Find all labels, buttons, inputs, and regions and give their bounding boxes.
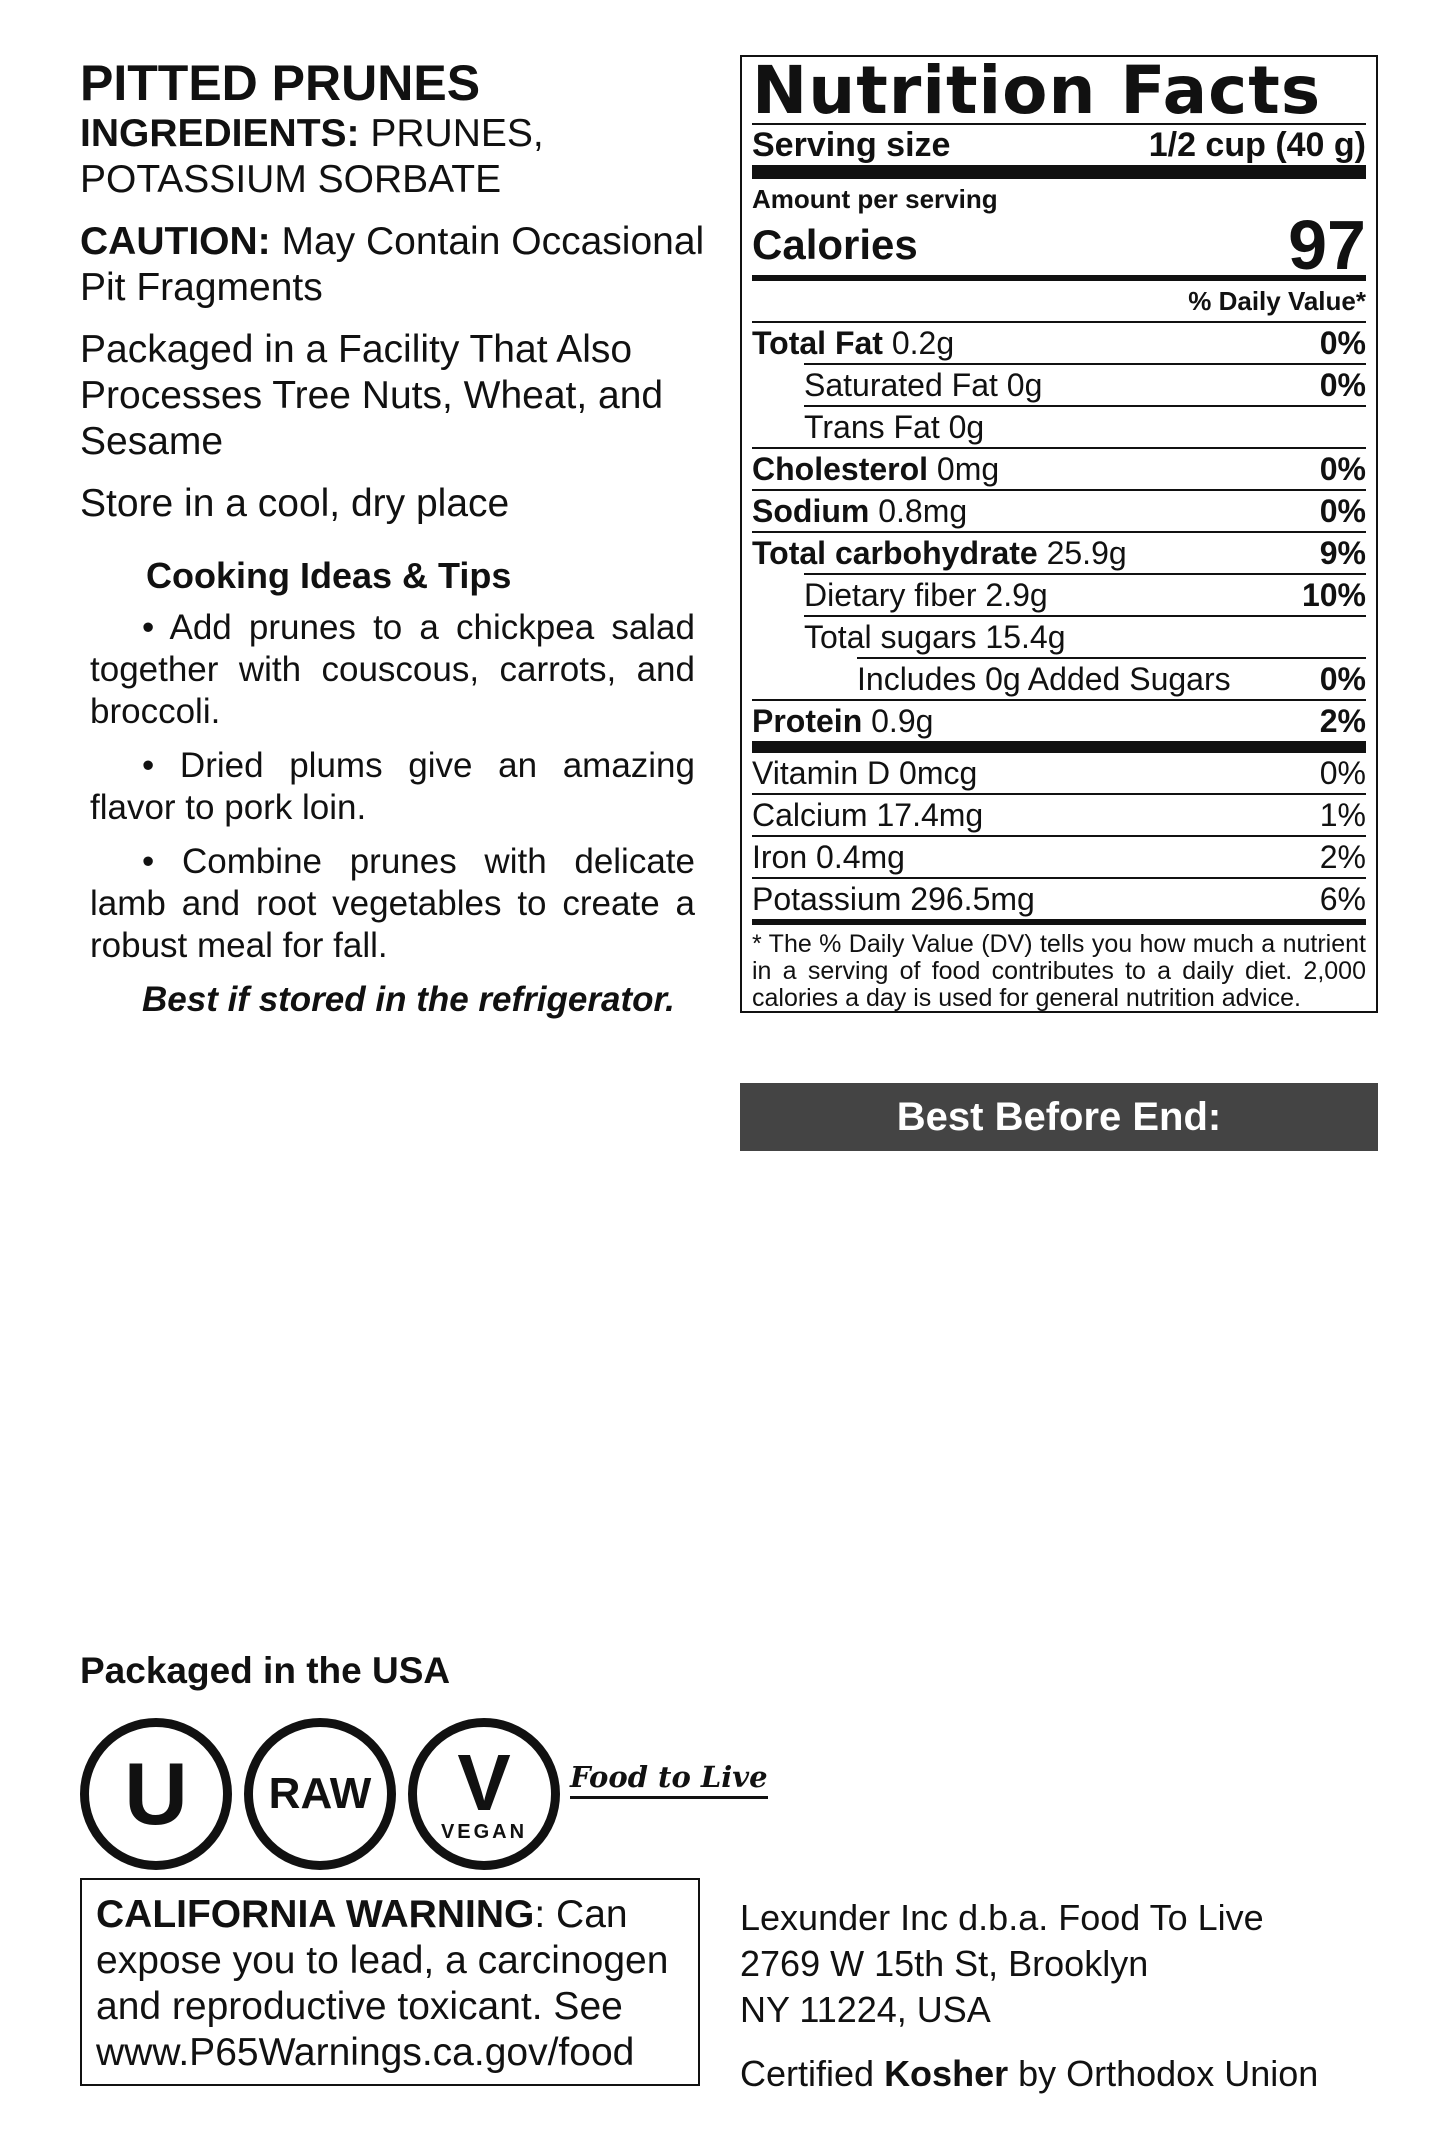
storage-note: Store in a cool, dry place xyxy=(80,482,510,525)
vitamin-row: Potassium 296.5mg 6% xyxy=(752,877,1366,919)
product-info xyxy=(80,55,730,543)
warning-text: : Can expose you to lead, a carcinogen and reproductive toxicant. See www.P65Warnings.ca.gov/food xyxy=(96,1893,669,2074)
food-to-live-logo: Food to Live xyxy=(570,1760,768,1799)
best-before-banner: Best Before End: xyxy=(740,1083,1378,1151)
serving-value: 1/2 cup (40 g) xyxy=(1148,126,1366,164)
raw-label: RAW xyxy=(268,1769,372,1818)
address-line: Lexunder Inc d.b.a. Food To Live xyxy=(740,1897,1264,1938)
daily-value-header: % Daily Value* xyxy=(1188,286,1366,316)
nutrient-row: Total carbohydrate 25.9g 9% xyxy=(752,531,1366,573)
serving-label: Serving size xyxy=(752,126,951,164)
ingredients xyxy=(80,111,730,203)
address-line: 2769 W 15th St, Brooklyn xyxy=(740,1943,1149,1984)
packaged-in: Packaged in the USA xyxy=(80,1650,451,1691)
ingredients-text: PRUNES, POTASSIUM SORBATE xyxy=(80,112,544,201)
nutrient-row: Total Fat 0.2g 0% xyxy=(752,321,1366,363)
caution-label: CAUTION: xyxy=(80,220,271,263)
facility-note: Packaged in a Facility That Also Processes Tree Nuts, Wheat, and Sesame xyxy=(80,328,664,463)
cooking-tips xyxy=(90,555,695,1033)
address-line: NY 11224, USA xyxy=(740,1989,991,2030)
raw-icon xyxy=(244,1718,396,1870)
serving-size xyxy=(752,125,1366,165)
nutrient-row: Cholesterol 0mg 0% xyxy=(752,447,1366,489)
vitamin-row: Vitamin D 0mcg 0% xyxy=(752,755,1366,791)
company-address xyxy=(740,1895,1264,2033)
dv-footnote: * The % Daily Value (DV) tells you how much a nutrient in a serving of food contributes to a daily diet. 2,000 calories a day is used for general nutrition advice. xyxy=(752,930,1366,1012)
nutrient-row: Total sugars 15.4g xyxy=(804,615,1366,657)
storage-tip: Best if stored in the refrigerator. xyxy=(142,980,675,1019)
nutrient-row: Includes 0g Added Sugars 0% xyxy=(857,657,1366,699)
vitamin-row: Iron 0.4mg 2% xyxy=(752,835,1366,877)
vegan-v: V xyxy=(457,1737,511,1827)
vitamin-row: Calcium 17.4mg 1% xyxy=(752,793,1366,835)
vegan-label: VEGAN xyxy=(440,1820,528,1843)
warning-label: CALIFORNIA WARNING xyxy=(96,1893,535,1936)
caution-text: May Contain Occasional Pit Fragments xyxy=(80,220,705,309)
nutrient-row: Saturated Fat 0g 0% xyxy=(804,363,1366,405)
caution xyxy=(80,219,730,311)
nutrient-row: Protein 0.9g 2% xyxy=(752,699,1366,741)
nutrient-row: Trans Fat 0g xyxy=(804,405,1366,447)
vegan-icon xyxy=(408,1718,560,1870)
calories-row xyxy=(752,206,1366,284)
tips-heading: Cooking Ideas & Tips xyxy=(146,555,512,596)
ingredients-label: INGREDIENTS: xyxy=(80,112,360,155)
ou-letter: U xyxy=(124,1744,188,1843)
tip-item: • Combine prunes with delicate lamb and root vegetables to create a robust meal for fall. xyxy=(90,842,695,965)
nutrient-row: Dietary fiber 2.9g 10% xyxy=(804,573,1366,615)
calories-label: Calories xyxy=(752,221,918,268)
tip-item: • Dried plums give an amazing flavor to pork loin. xyxy=(90,746,695,827)
nutrition-facts-panel xyxy=(740,52,1378,1013)
california-warning xyxy=(80,1878,700,2086)
ou-kosher-icon xyxy=(80,1718,232,1870)
calories-value: 97 xyxy=(1288,206,1366,284)
nutrition-title: Nutrition Facts xyxy=(752,52,1322,129)
kosher-certification: Certified Kosher by Orthodox Union xyxy=(740,2053,1319,2094)
tip-item: • Add prunes to a chickpea salad together with couscous, carrots, and broccoli. xyxy=(90,608,695,731)
nutrient-row: Sodium 0.8mg 0% xyxy=(752,489,1366,531)
amount-per-serving: Amount per serving xyxy=(752,184,998,214)
product-title: PITTED PRUNES xyxy=(80,55,481,111)
